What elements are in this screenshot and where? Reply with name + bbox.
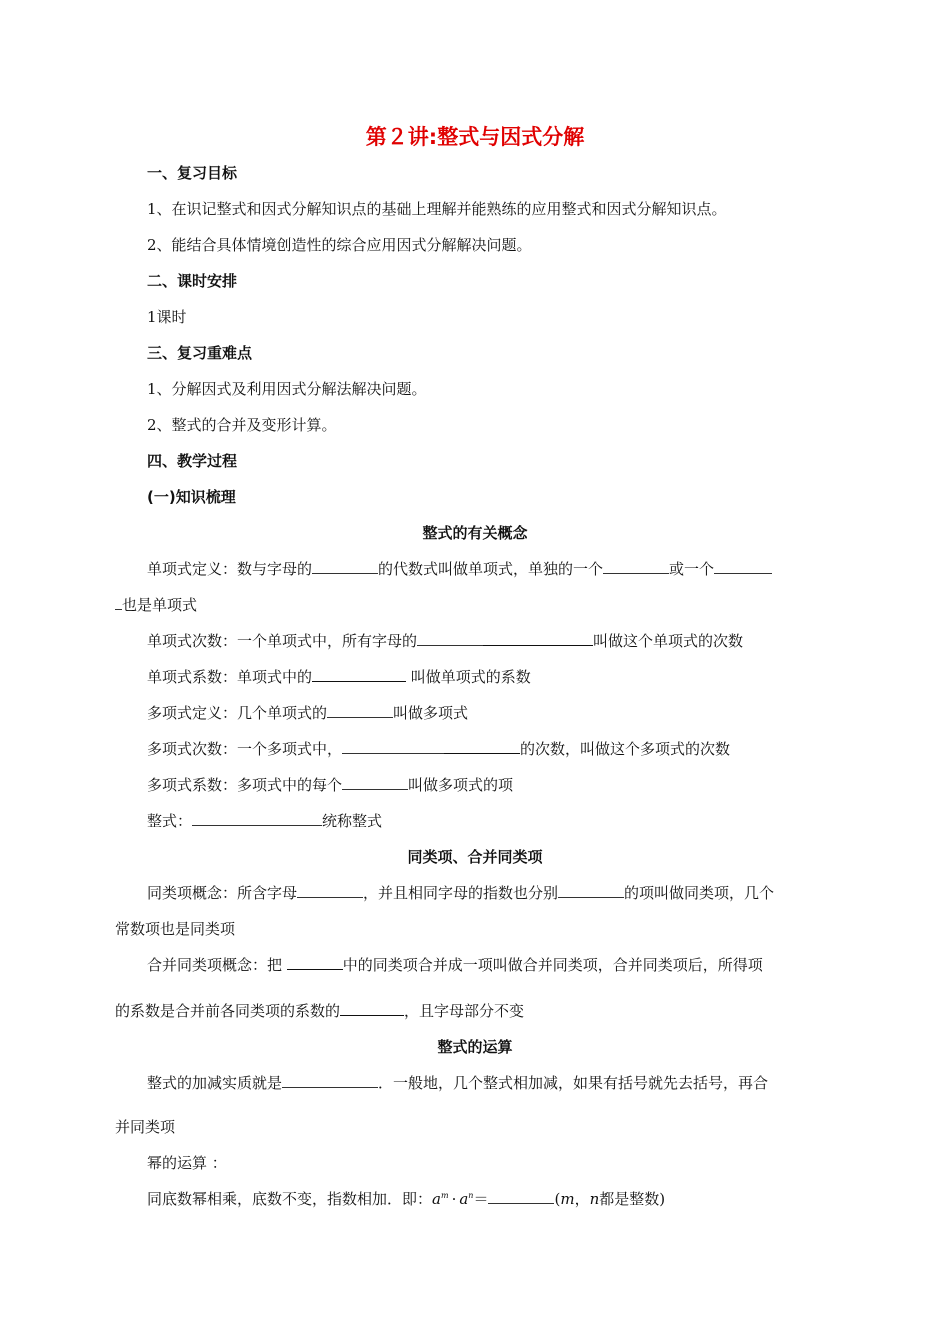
polynomial-degree	[147, 739, 730, 759]
monomial-degree	[147, 631, 743, 651]
text: 同类项概念：所含字母	[147, 884, 298, 902]
exponent-n: n	[468, 1191, 474, 1200]
addition-subtraction-cont: 并同类项	[115, 1118, 176, 1136]
text: ，	[574, 1190, 590, 1208]
section-heading-goals: 一、复习目标	[147, 164, 238, 182]
section-heading-schedule: 二、课时安排	[147, 272, 238, 290]
text: 多项式定义：几个单项式的	[147, 704, 328, 722]
operations-heading: 整式的运算	[437, 1038, 513, 1056]
text: 单项式次数：一个单项式中，所有字母的	[147, 632, 418, 650]
fill-blank[interactable]	[488, 1189, 554, 1204]
fill-blank[interactable]	[558, 883, 624, 898]
text: 叫做这个单项式的次数	[593, 632, 744, 650]
text: 单项式定义：数与字母的	[147, 560, 313, 578]
fill-blank[interactable]	[282, 1073, 378, 1088]
text: 多项式次数：一个多项式中，	[147, 740, 343, 758]
dot: ·	[451, 1190, 457, 1208]
fill-blank[interactable]	[342, 739, 444, 754]
fill-blank[interactable]	[287, 955, 343, 970]
monomial-coefficient	[147, 667, 531, 687]
text: 同底数幂相乘，底数不变，指数相加．即：	[147, 1190, 433, 1208]
merge-like-terms-cont	[115, 1001, 524, 1021]
fill-blank[interactable]	[340, 1001, 404, 1016]
text: 或一个	[669, 560, 715, 578]
monomial-definition	[147, 559, 772, 579]
fill-blank[interactable]	[312, 559, 378, 574]
like-terms-definition	[147, 883, 774, 903]
fill-blank[interactable]	[297, 883, 363, 898]
variable-m: m	[560, 1190, 575, 1208]
text: 的次数，叫做这个多项式的次数	[520, 740, 731, 758]
text: 中的同类项合并成一项叫做合并同类项，合并同类项后，所得项	[342, 956, 763, 974]
polynomial-definition	[147, 703, 468, 723]
section-heading-process: 四、教学过程	[147, 452, 238, 470]
power-heading: 幂的运算 ：	[147, 1154, 227, 1172]
base-variable: a	[459, 1190, 469, 1208]
equals: ＝	[473, 1190, 489, 1208]
text: 合并同类项概念：把	[147, 956, 287, 974]
text: 整式：	[147, 812, 193, 830]
addition-subtraction	[147, 1073, 768, 1093]
text: ，且字母部分不变	[404, 1002, 525, 1020]
text: 都是整数)	[599, 1190, 666, 1208]
power-rule	[147, 1189, 665, 1209]
text: 的代数式叫做单项式，单独的一个	[378, 560, 604, 578]
fill-blank[interactable]	[342, 775, 408, 790]
merge-like-terms	[147, 955, 763, 975]
fill-blank[interactable]	[714, 559, 772, 574]
subsection-heading-knowledge: (一)知识梳理	[147, 488, 236, 506]
fill-blank[interactable]	[327, 703, 393, 718]
exponent-m: m	[440, 1191, 449, 1200]
fill-blank[interactable]	[444, 739, 520, 754]
fill-blank[interactable]	[417, 631, 483, 646]
concepts-heading: 整式的有关概念	[422, 524, 528, 542]
text: 的系数是合并前各同类项的系数的	[115, 1002, 341, 1020]
section-heading-key-points: 三、复习重难点	[147, 344, 253, 362]
text: 多项式系数：多项式中的每个	[147, 776, 343, 794]
fill-blank[interactable]	[192, 811, 322, 826]
fill-blank[interactable]	[603, 559, 669, 574]
text: 统称整式	[322, 812, 383, 830]
text: 单项式系数：单项式中的	[147, 668, 313, 686]
goal-item-2: 2、能结合具体情境创造性的综合应用因式分解解决问题。	[147, 236, 532, 254]
text: ，并且相同字母的指数也分别	[363, 884, 559, 902]
monomial-definition-cont	[115, 595, 197, 615]
text: ．一般地，几个整式相加减，如果有括号就先去括号，再合	[378, 1074, 769, 1092]
fill-blank[interactable]	[115, 595, 122, 610]
integral-expression	[147, 811, 382, 831]
like-terms-heading: 同类项、合并同类项	[407, 848, 543, 866]
base-variable: a	[432, 1190, 441, 1208]
like-terms-definition-cont: 常数项也是同类项	[115, 920, 236, 938]
text: 叫做多项式	[393, 704, 469, 722]
schedule-text: 1课时	[147, 308, 187, 326]
variable-n: n	[589, 1190, 600, 1208]
text: (	[554, 1190, 561, 1208]
key-point-2: 2、整式的合并及变形计算。	[147, 416, 337, 434]
text: 叫做单项式的系数	[406, 668, 531, 686]
polynomial-term	[147, 775, 513, 795]
text: 叫做多项式的项	[408, 776, 514, 794]
goal-item-1: 1、在识记整式和因式分解知识点的基础上理解并能熟练的应用整式和因式分解知识点。	[147, 200, 727, 218]
text: 的项叫做同类项，几个	[624, 884, 775, 902]
text: 整式的加减实质就是	[147, 1074, 283, 1092]
key-point-1: 1、分解因式及利用因式分解法解决问题。	[147, 380, 427, 398]
fill-blank[interactable]	[312, 667, 406, 682]
fill-blank[interactable]	[483, 631, 593, 646]
page-title: 第２讲:整式与因式分解	[365, 125, 585, 149]
text: 也是单项式	[122, 596, 198, 614]
